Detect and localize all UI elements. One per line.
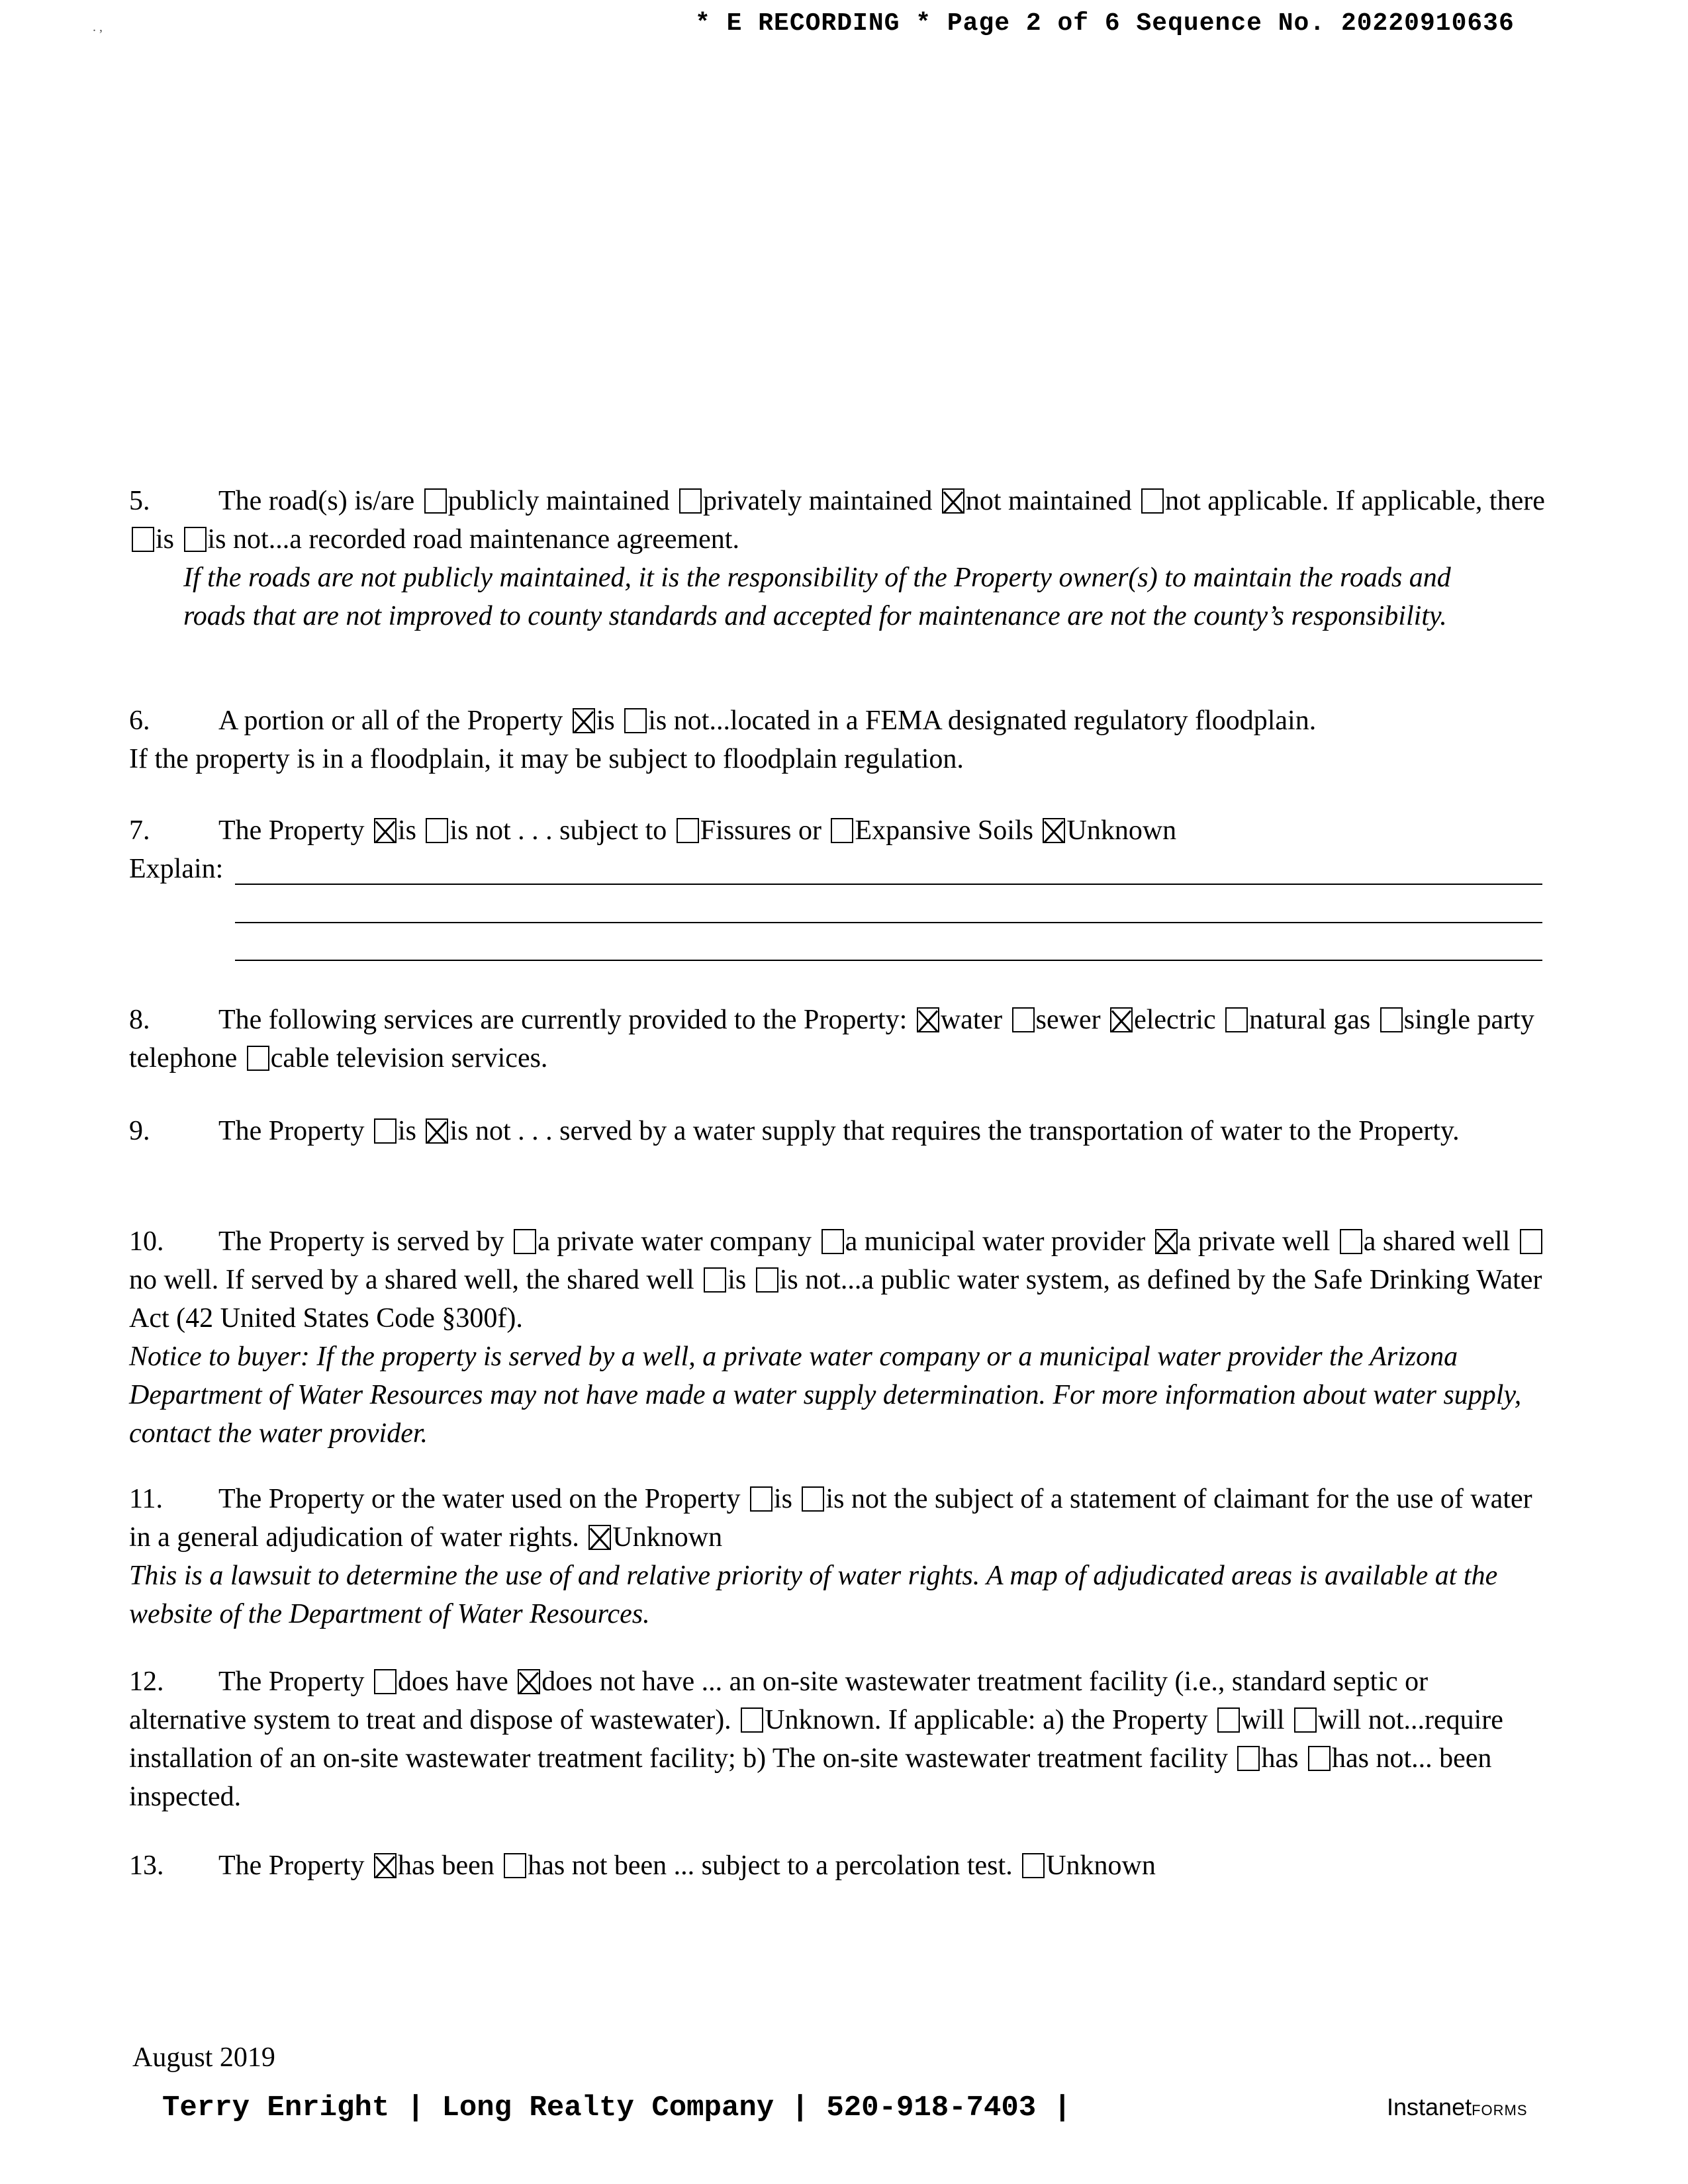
- option-label: electric: [1134, 1005, 1216, 1035]
- option-label: does have: [397, 1666, 508, 1697]
- checkbox-soils-unknown-checked[interactable]: [1043, 818, 1065, 843]
- option-label: has not been ... subject to a percolation test.: [528, 1850, 1013, 1881]
- checkbox-has-not-been[interactable]: [504, 1853, 526, 1878]
- checkbox-will[interactable]: [1217, 1707, 1240, 1733]
- item-number: 8.: [129, 1005, 150, 1035]
- checkbox-adjudication-is[interactable]: [750, 1486, 773, 1512]
- buyer-notice: Notice to buyer: If the property is served by a well, a private water company or a municipal water provider the Arizona Department of Water Resources may not have made a water supply determination. For more information about water supply, contact the water provider.: [129, 1342, 1522, 1449]
- checkbox-agreement-is-not[interactable]: [184, 527, 207, 552]
- item-text: The road(s) is/are: [218, 486, 415, 516]
- checkbox-transport-is[interactable]: [374, 1118, 397, 1144]
- recording-header: * E RECORDING * Page 2 of 6 Sequence No. 20220910636: [695, 9, 1515, 38]
- option-label: Unknown: [612, 1522, 723, 1553]
- item-8: [129, 1001, 1546, 1077]
- option-label: is not . . . subject to: [449, 815, 667, 846]
- item-5: [129, 482, 1546, 635]
- checkbox-has-not[interactable]: [1308, 1746, 1331, 1771]
- option-label: not applicable. If applicable, there: [1165, 486, 1545, 516]
- checkbox-has[interactable]: [1237, 1746, 1260, 1771]
- explain-line-2[interactable]: [235, 922, 1542, 923]
- item-text: The Property: [218, 815, 365, 846]
- item-number: 13.: [129, 1850, 164, 1881]
- option-label: a shared well: [1363, 1226, 1511, 1257]
- option-label: Unknown. If applicable: a) the Property: [765, 1705, 1208, 1735]
- checkbox-adjudication-unknown-checked[interactable]: [588, 1525, 611, 1550]
- option-label: is: [156, 524, 175, 555]
- explain-line-1[interactable]: [235, 884, 1542, 885]
- option-label: natural gas: [1249, 1005, 1371, 1035]
- checkbox-no-well[interactable]: [1520, 1229, 1542, 1254]
- item-number: 11.: [129, 1484, 163, 1514]
- item-text: The Property or the water used on the Property: [218, 1484, 741, 1514]
- option-label: a municipal water provider: [845, 1226, 1146, 1257]
- item-number: 7.: [129, 815, 150, 846]
- option-label: is not the subject of a statement of claimant for the use of water in a general adjudication of water rights.: [129, 1484, 1532, 1553]
- item-text: The Property: [218, 1666, 365, 1697]
- checkbox-adjudication-is-not[interactable]: [802, 1486, 824, 1512]
- option-label: is: [773, 1484, 792, 1514]
- option-label: cable television services.: [270, 1043, 548, 1073]
- item-number: 12.: [129, 1666, 164, 1697]
- option-label: no well. If served by a shared well, the shared well: [129, 1265, 694, 1295]
- option-label: is not...a public water system, as defined by the Safe Drinking Water Act (42 United States Code §300f).: [129, 1265, 1542, 1334]
- item-text: A portion or all of the Property: [218, 705, 563, 736]
- option-label: privately maintained: [702, 486, 933, 516]
- checkbox-cable-tv[interactable]: [247, 1046, 269, 1071]
- brand-small: FORMS: [1472, 2102, 1528, 2118]
- option-label: a private water company: [538, 1226, 812, 1257]
- item-number: 10.: [129, 1226, 164, 1257]
- checkbox-floodplain-is-not[interactable]: [624, 708, 647, 733]
- checkbox-does-not-have-checked[interactable]: [518, 1669, 540, 1694]
- option-label: will not...require installation of an on-site wastewater treatment facility; b) The on-site wastewater treatment facility: [129, 1705, 1503, 1774]
- adjudication-note: This is a lawsuit to determine the use of and relative priority of water rights. A map of adjudicated areas is available at the website of the Department of Water Resources.: [129, 1561, 1498, 1629]
- option-label: has not... been inspected.: [129, 1743, 1492, 1812]
- checkbox-floodplain-is-checked[interactable]: [573, 708, 595, 733]
- checkbox-not-maintained-checked[interactable]: [942, 488, 964, 514]
- checkbox-public-system-is-not[interactable]: [756, 1267, 778, 1293]
- checkbox-sewer[interactable]: [1012, 1007, 1035, 1032]
- option-label: publicly maintained: [447, 486, 670, 516]
- item-11: [129, 1480, 1546, 1633]
- checkbox-water-checked[interactable]: [917, 1007, 939, 1032]
- explain-line-3[interactable]: [235, 960, 1542, 961]
- option-label: water: [940, 1005, 1003, 1035]
- item-10: [129, 1222, 1546, 1453]
- checkbox-soils-is-checked[interactable]: [374, 818, 397, 843]
- option-label: single party telephone: [129, 1005, 1534, 1073]
- checkbox-expansive-soils[interactable]: [831, 818, 853, 843]
- checkbox-private-water-company[interactable]: [514, 1229, 536, 1254]
- checkbox-not-applicable[interactable]: [1141, 488, 1164, 514]
- option-label: is not...located in a FEMA designated regulatory floodplain.: [648, 705, 1317, 736]
- option-label: not maintained: [965, 486, 1132, 516]
- option-label: is: [727, 1265, 747, 1295]
- item-text: The Property is served by: [218, 1226, 504, 1257]
- checkbox-does-have[interactable]: [374, 1669, 397, 1694]
- road-note: If the roads are not publicly maintained, it is the responsibility of the Property owner(s) to maintain the roads and roads that are not improved to county standards and accepted for maintenance are not the county’s responsibility.: [183, 563, 1451, 631]
- checkbox-privately-maintained[interactable]: [679, 488, 702, 514]
- option-label: is: [397, 815, 416, 846]
- checkbox-natural-gas[interactable]: [1225, 1007, 1248, 1032]
- checkbox-publicly-maintained[interactable]: [424, 488, 447, 514]
- item-text: The Property: [218, 1116, 365, 1146]
- scan-specks: . ,: [93, 20, 103, 34]
- instanet-forms-logo: [1387, 2093, 1528, 2121]
- checkbox-wastewater-unknown[interactable]: [741, 1707, 763, 1733]
- option-label: does not have ... an on-site wastewater treatment facility (i.e., standard septic or alternative system to treat and dispose of wastewater).: [129, 1666, 1429, 1735]
- option-label: Expansive Soils: [855, 815, 1033, 846]
- option-label: has been: [397, 1850, 494, 1881]
- brand-main: Instanet: [1387, 2093, 1472, 2120]
- item-7: [129, 811, 1546, 888]
- checkbox-private-well-checked[interactable]: [1155, 1229, 1178, 1254]
- option-label: is not...a recorded road maintenance agreement.: [207, 524, 739, 555]
- item-text: The following services are currently provided to the Property:: [218, 1005, 908, 1035]
- checkbox-soils-is-not[interactable]: [426, 818, 448, 843]
- checkbox-shared-well[interactable]: [1340, 1229, 1362, 1254]
- option-label: Unknown: [1066, 815, 1177, 846]
- checkbox-telephone[interactable]: [1380, 1007, 1403, 1032]
- option-label: a private well: [1178, 1226, 1331, 1257]
- item-12: [129, 1662, 1546, 1816]
- item-number: 6.: [129, 705, 150, 736]
- form-date: August 2019: [132, 2042, 275, 2073]
- item-6: [129, 702, 1546, 778]
- checkbox-municipal-water[interactable]: [821, 1229, 844, 1254]
- option-label: is: [596, 705, 615, 736]
- explain-label: Explain:: [129, 854, 224, 884]
- checkbox-public-system-is[interactable]: [704, 1267, 726, 1293]
- item-number: 9.: [129, 1116, 150, 1146]
- checkbox-will-not[interactable]: [1294, 1707, 1317, 1733]
- option-label: has: [1261, 1743, 1299, 1774]
- floodplain-note: If the property is in a floodplain, it may be subject to floodplain regulation.: [129, 744, 964, 774]
- option-label: is: [397, 1116, 416, 1146]
- option-label: sewer: [1035, 1005, 1101, 1035]
- option-label: Unknown: [1046, 1850, 1156, 1881]
- item-13: [129, 1846, 1546, 1885]
- checkbox-fissures[interactable]: [677, 818, 699, 843]
- checkbox-percolation-unknown[interactable]: [1022, 1853, 1045, 1878]
- option-label: will: [1241, 1705, 1285, 1735]
- checkbox-agreement-is[interactable]: [132, 527, 154, 552]
- checkbox-has-been-checked[interactable]: [374, 1853, 397, 1878]
- option-label: Fissures or: [700, 815, 821, 846]
- checkbox-electric-checked[interactable]: [1110, 1007, 1133, 1032]
- agent-info: Terry Enright | Long Realty Company | 520-918-7403 |: [162, 2091, 1072, 2124]
- checkbox-transport-is-not-checked[interactable]: [426, 1118, 448, 1144]
- item-number: 5.: [129, 486, 150, 516]
- option-label: is not . . . served by a water supply that requires the transportation of water to the Property.: [449, 1116, 1460, 1146]
- item-text: The Property: [218, 1850, 365, 1881]
- item-9: [129, 1112, 1546, 1150]
